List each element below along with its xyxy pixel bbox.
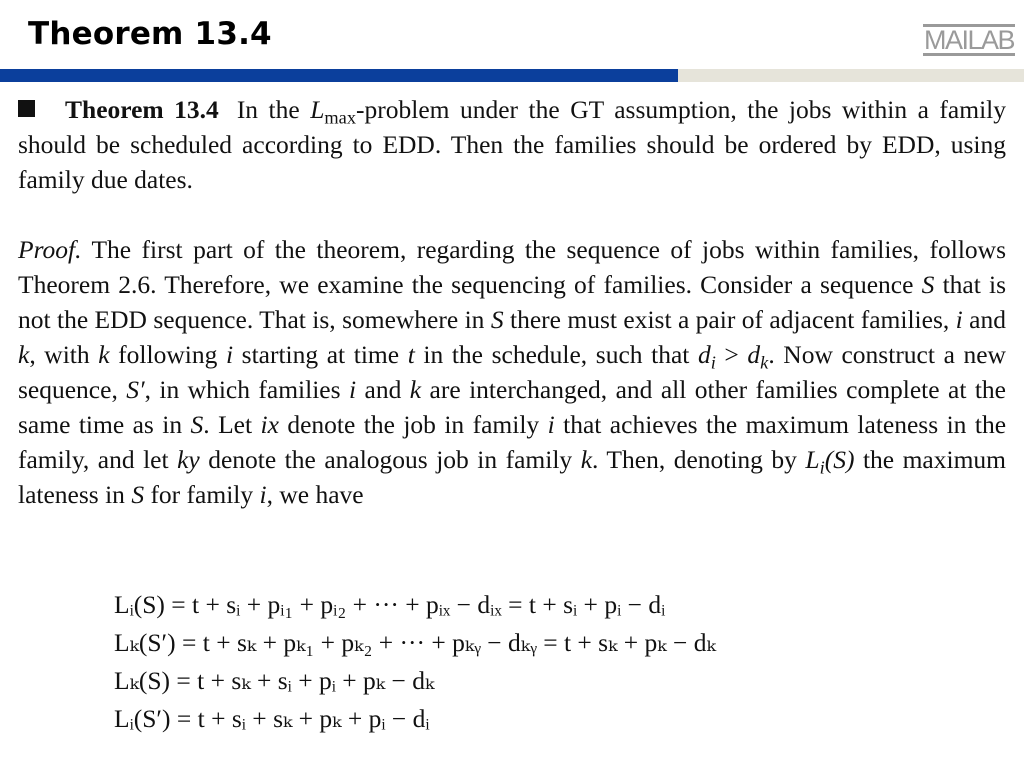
- equation-line: Lₖ(S′) = t + sₖ + pₖ₁ + pₖ₂ + ··· + pₖᵧ − dₖᵧ = t + sₖ + pₖ − dₖ: [114, 628, 716, 657]
- math-var: t: [407, 340, 415, 369]
- math-var: k: [98, 340, 110, 369]
- math-var: S: [490, 305, 504, 334]
- proof-text: . Now construct a new sequence,: [18, 340, 1006, 404]
- math-var: ix: [260, 410, 279, 439]
- math-var: k: [409, 375, 422, 404]
- lmax-symbol: L: [310, 95, 325, 124]
- proof-text: , we have: [266, 480, 364, 509]
- math-var: i: [955, 305, 963, 334]
- lmax-subscript: max: [324, 107, 357, 128]
- mailab-logo: MAILAB: [923, 25, 1014, 55]
- proof-text: and: [962, 305, 1006, 334]
- math-var: L: [805, 445, 820, 474]
- math-var: i: [348, 375, 357, 404]
- math-var: d: [697, 340, 711, 369]
- proof-text: there must exist a pair of adjacent families,: [503, 305, 956, 334]
- slide-title: Theorem 13.4: [28, 16, 272, 52]
- proof-text: , with: [29, 340, 99, 369]
- math-var: S: [921, 270, 935, 299]
- math-var: ky: [177, 445, 200, 474]
- header-divider-grey: [678, 69, 1024, 82]
- proof-text: >: [715, 340, 748, 369]
- math-subscript: k: [760, 352, 769, 373]
- theorem-label: Theorem 13.4: [65, 95, 219, 124]
- proof-text: starting at time: [233, 340, 408, 369]
- math-subscript: i: [710, 352, 716, 373]
- proof-label: Proof.: [18, 235, 82, 264]
- theorem-statement: [18, 92, 1006, 197]
- black-square-icon: [18, 100, 35, 117]
- equation-line: Lᵢ(S′) = t + sᵢ + sₖ + pₖ + pᵢ − dᵢ: [114, 704, 430, 733]
- proof-text: The first part of the theorem, regarding the sequence of jobs within families, follows Theorem 2.6. Therefore, we examine the sequencing of families. Consider a sequence: [18, 235, 1006, 299]
- math-var: k: [18, 340, 30, 369]
- proof-text: . Then, denoting by: [592, 445, 806, 474]
- math-var: (S): [824, 445, 855, 474]
- math-var: i: [547, 410, 555, 439]
- theorem-text-before: In the: [236, 95, 311, 124]
- proof-text: denote the job in family: [278, 410, 548, 439]
- math-var: S: [190, 410, 204, 439]
- equation-line: Lₖ(S) = t + sₖ + sᵢ + pᵢ + pₖ − dₖ: [114, 666, 435, 695]
- proof-text: the maximum lateness in: [18, 445, 1007, 509]
- equation-block: [114, 586, 716, 738]
- proof-text: that is not the EDD sequence. That is, somewhere in: [18, 270, 1007, 334]
- header-divider-blue: [0, 69, 678, 82]
- math-var: i: [259, 480, 267, 509]
- math-subscript: i: [819, 457, 825, 478]
- proof-text: that achieves the maximum lateness in the family, and let: [18, 410, 1007, 474]
- proof-text: are interchanged, and all other families complete at the same time as in: [18, 375, 1007, 439]
- proof-text: and: [356, 375, 410, 404]
- math-var: S′: [126, 375, 145, 404]
- math-var: S: [131, 480, 145, 509]
- theorem-text-after: -problem under the GT assumption, the jobs within a family should be scheduled according to EDD. Then the families should be ordered by EDD, using family due dates.: [18, 95, 1006, 194]
- math-var: i: [225, 340, 234, 369]
- proof-text: for family: [144, 480, 260, 509]
- proof-text: , in which families: [144, 375, 349, 404]
- proof-paragraph: [18, 232, 1006, 512]
- math-var: d: [747, 340, 761, 369]
- equation-line: Lᵢ(S) = t + sᵢ + pᵢ₁ + pᵢ₂ + ··· + pᵢₓ − dᵢₓ = t + sᵢ + pᵢ − dᵢ: [114, 590, 666, 619]
- slide-body: [18, 92, 1006, 512]
- proof-text: following: [109, 340, 226, 369]
- proof-text: denote the analogous job in family: [199, 445, 581, 474]
- proof-text: in the schedule, such that: [414, 340, 698, 369]
- math-var: k: [580, 445, 593, 474]
- proof-text: . Let: [203, 410, 261, 439]
